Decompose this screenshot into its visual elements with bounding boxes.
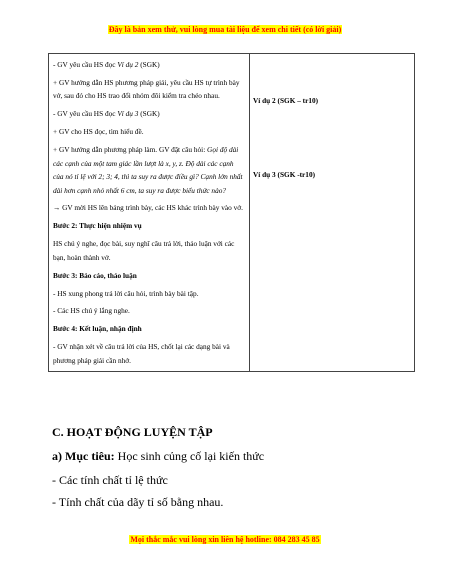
instruction-6: → GV mời HS lên bảng trình bày, các HS khác trình bày vào vở. (53, 203, 243, 213)
preview-banner-text: Đây là bản xem thử, vui lòng mua tài liệu để xem chi tiết (có lời giải) (108, 25, 342, 34)
example-2-label: Ví dụ 2 (SGK – tr10) (253, 96, 319, 105)
objective-item-1: - Các tính chất tỉ lệ thức (52, 473, 168, 487)
table-row (49, 54, 415, 372)
example-3-label: Ví dụ 3 (SGK -tr10) (253, 170, 316, 179)
step-4-text: - GV nhận xét về câu trả lời của HS, chốt lại các dạng bài và phương pháp giải cần nhớ. (53, 342, 230, 365)
objective-line (52, 449, 264, 464)
hotline-banner-text: Mọi thắc mắc vui lòng xin liên hệ hotline: 084 283 45 85 (130, 535, 320, 544)
section-title: C. HOẠT ĐỘNG LUYỆN TẬP (52, 425, 213, 439)
preview-banner (0, 25, 450, 34)
instruction-4: + GV cho HS đọc, tìm hiểu đề. (53, 127, 144, 137)
instruction-3: - GV yêu cầu HS đọc Ví dụ 3 (SGK) (53, 109, 160, 119)
step-2-heading: Bước 2: Thực hiện nhiệm vụ (53, 221, 142, 231)
result-column (250, 54, 415, 372)
instruction-1: - GV yêu cầu HS đọc Ví dụ 2 (SGK) (53, 60, 160, 69)
objective-label: a) Mục tiêu: (52, 449, 115, 463)
step-3-heading: Bước 3: Báo cáo, thảo luận (53, 270, 137, 280)
instruction-2: + GV hướng dẫn HS phương pháp giải, yêu cầu HS tự trình bày vở, sau đó cho HS trao đổi nhóm đôi kiểm tra chéo nhau. (53, 77, 240, 101)
instruction-5: + GV hướng dẫn phương pháp làm. GV đặt câu hỏi: Gọi độ dài các cạnh của một tam giác lần lượt là x, y, z. Độ dài các cạnh của nó tỉ lệ với 2; 3; 4, thì ta suy ra được điều gì? Cạnh lớn nhất dài hơn cạnh nhỏ nhất 6 cm, ta suy ra được biểu thức nào? (53, 145, 243, 195)
step-3-text-2: - Các HS chú ý lắng nghe. (53, 306, 130, 316)
objective-text: Học sinh củng cố lại kiến thức (114, 449, 265, 463)
step-4-heading: Bước 4: Kết luận, nhận định (53, 324, 142, 334)
step-2-text: HS chú ý nghe, đọc bài, suy nghĩ câu trả lời, thảo luận với các bạn, hoàn thành vở. (53, 239, 235, 262)
hotline-banner (0, 535, 450, 544)
objective-item-2: - Tính chất của dãy tỉ số bằng nhau. (52, 495, 224, 509)
step-3-text-1: - HS xung phong trả lời câu hỏi, trình bày bài tập. (53, 288, 199, 298)
lesson-table (48, 53, 415, 372)
activity-column (49, 54, 250, 372)
